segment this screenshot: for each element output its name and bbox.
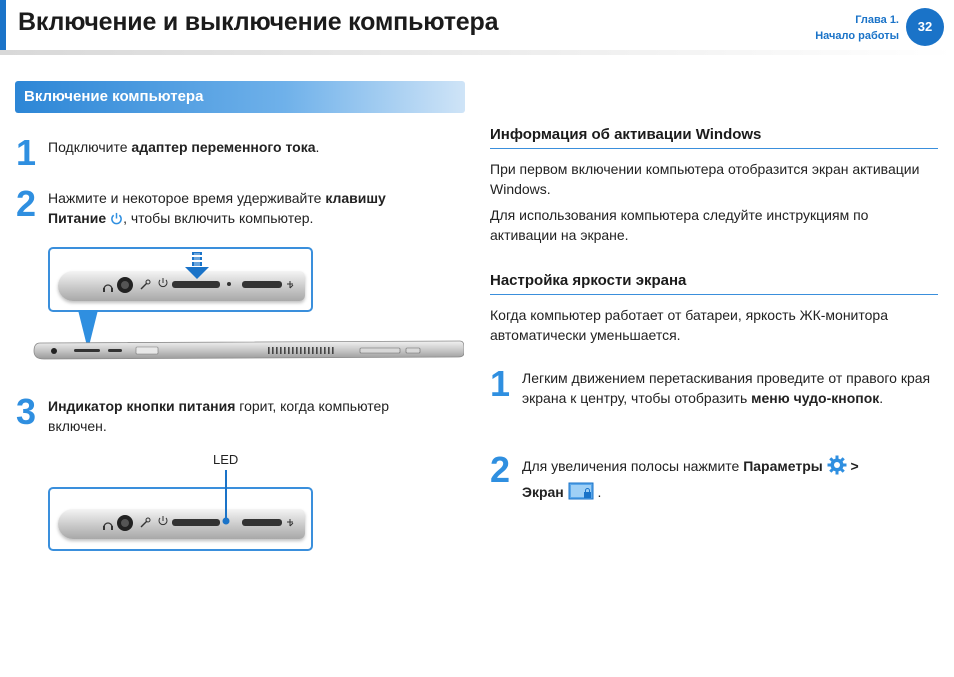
led-label: LED [213, 452, 239, 467]
step-1-number: 1 [16, 132, 37, 173]
step-3-text: Индикатор кнопки питания горит, когда компьютер включен. [48, 398, 390, 434]
step-3-number: 3 [16, 391, 37, 432]
gear-icon [827, 455, 847, 475]
led-pointer [220, 470, 232, 526]
activation-paragraph-1: При первом включении компьютера отобразится экран активации Windows. [490, 161, 920, 197]
down-arrow-icon [185, 252, 209, 279]
device-side-closeup-led [48, 487, 313, 551]
led-dot-icon [223, 518, 230, 525]
device-ports-illustration [50, 249, 313, 312]
activation-rule [490, 148, 938, 149]
step-2-text: Нажмите и некоторое время удерживайте клавишу Питание , чтобы включить компьютер. [48, 190, 386, 226]
brightness-heading: Настройка яркости экрана [490, 272, 687, 289]
section-heading: Включение компьютера [24, 88, 204, 105]
step-1-text: Подключите адаптер переменного тока. [48, 139, 320, 155]
chapter-number: Глава 1. [855, 14, 899, 26]
brightness-step-1-text: Легким движением перетаскивания проведите от правого края экрана к центру, чтобы отобразить меню чудо-кнопок. [522, 370, 931, 406]
brightness-step-1-number: 1 [490, 363, 511, 404]
activation-heading: Информация об активации Windows [490, 126, 762, 143]
device-ports-illustration-led [50, 489, 313, 551]
brightness-rule [490, 294, 938, 295]
page-number-badge: 32 [906, 8, 944, 46]
brightness-step-2-text: Для увеличения полосы нажмите Параметры > Экран . [522, 453, 938, 505]
chapter-name: Начало работы [815, 30, 899, 42]
brightness-step-2-number: 2 [490, 449, 511, 490]
display-icon [568, 481, 594, 501]
page-title: Включение и выключение компьютера [18, 8, 499, 36]
power-icon [110, 212, 123, 225]
brightness-paragraph: Когда компьютер работает от батареи, яркость ЖК-монитора автоматически уменьшается. [490, 307, 888, 343]
section-heading-bar [15, 81, 465, 113]
device-full-side-view [30, 335, 464, 365]
device-side-closeup-power [48, 247, 313, 312]
chapter-label [815, 12, 899, 44]
header-divider [0, 50, 954, 55]
header-accent-bar [0, 0, 6, 50]
step-2-number: 2 [16, 183, 37, 224]
step-1-bold: адаптер переменного тока [131, 139, 316, 155]
activation-paragraph-2: Для использования компьютера следуйте инструкциям по активации на экране. [490, 207, 869, 243]
